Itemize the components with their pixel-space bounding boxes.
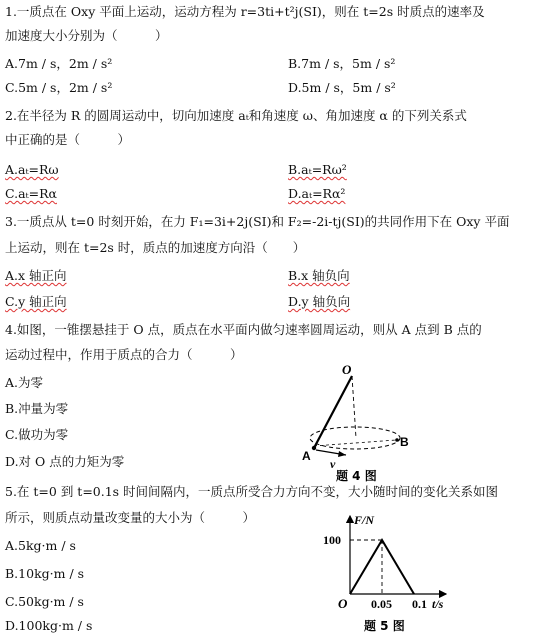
figure-5-force-time-chart — [318, 510, 454, 636]
q4-stem-line1: 4.如图，一锥摆悬挂于 O 点，质点在水平面内做匀速率圆周运动，则从 A 点到 B 点的 — [5, 322, 482, 337]
label-o: O — [342, 362, 352, 377]
q2-stem-line2: 中正确的是（ ） — [5, 132, 131, 147]
q3-option-a[interactable]: A.x 轴正向 — [5, 268, 67, 283]
label-b: B — [400, 435, 409, 449]
y-axis-label: F/N — [354, 513, 375, 527]
figure-4-conical-pendulum — [300, 360, 420, 484]
q3-stem-line2: 上运动，则在 t=2s 时，质点的加速度方向沿（ ） — [5, 240, 306, 255]
q1-stem-line1: 1.一质点在 Oxy 平面上运动，运动方程为 r=3ti+t²j(SI)，则在 t=2s 时质点的速率及 — [5, 4, 485, 19]
y-tick-100: 100 — [323, 533, 341, 547]
q1-option-c[interactable]: C.5m / s，2m / s² — [5, 80, 113, 95]
q2-option-c[interactable]: C.aₜ=Rα — [5, 186, 57, 201]
x-tick-0-1: 0.1 — [412, 597, 427, 611]
q2-option-a[interactable]: A.aₜ=Rω — [5, 162, 59, 177]
q3-option-d[interactable]: D.y 轴负向 — [288, 294, 351, 309]
q4-option-d[interactable]: D.对 O 点的力矩为零 — [5, 454, 125, 469]
orbit-ellipse — [310, 427, 400, 449]
point-b-dot — [395, 438, 399, 442]
q1-option-a[interactable]: A.7m / s，2m / s² — [5, 56, 113, 71]
q4-option-a[interactable]: A.为零 — [5, 375, 44, 390]
velocity-arrowhead — [338, 451, 346, 457]
x-axis-label: t/s — [432, 597, 444, 611]
q3-option-c[interactable]: C.y 轴正向 — [5, 294, 67, 309]
q5-option-d[interactable]: D.100kg·m / s — [5, 618, 93, 633]
vertical-axis — [352, 376, 356, 438]
q1-stem-line2: 加速度大小分别为（ ） — [5, 28, 168, 43]
q5-option-b[interactable]: B.10kg·m / s — [5, 566, 85, 581]
q5-stem-line2: 所示，则质点动量改变量的大小为（ ） — [5, 510, 256, 525]
label-a: A — [302, 449, 311, 463]
pendulum-string — [314, 376, 352, 448]
q2-option-b[interactable]: B.aₜ=Rω² — [288, 162, 347, 177]
q5-stem-line1: 5.在 t=0 到 t=0.1s 时间间隔内，一质点所受合力方向不变，大小随时间的变化关系如图 — [5, 484, 499, 499]
q4-option-c[interactable]: C.做功为零 — [5, 427, 69, 442]
q3-option-b[interactable]: B.x 轴负向 — [288, 268, 350, 283]
q4-option-b[interactable]: B.冲量为零 — [5, 401, 69, 416]
x-tick-0-05: 0.05 — [371, 597, 392, 611]
q4-stem-line2: 运动过程中，作用于质点的合力（ ） — [5, 347, 243, 362]
q2-option-d[interactable]: D.aₜ=Rα² — [288, 186, 346, 201]
q3-stem-line1: 3.一质点从 t=0 时刻开始，在力 F₁=3i+2j(SI)和 F₂=-2i-tj(SI)的共同作用下在 Oxy 平面 — [5, 214, 510, 229]
q2-stem-line1: 2.在半径为 R 的圆周运动中，切向加速度 aₜ和角速度 ω、角加速度 α 的下列关系式 — [5, 108, 467, 123]
origin-label: O — [338, 596, 348, 611]
q5-option-a[interactable]: A.5kg·m / s — [5, 538, 76, 553]
figure-5-caption: 题 5 图 — [364, 619, 405, 633]
figure-4-caption: 题 4 图 — [336, 469, 377, 483]
q5-option-c[interactable]: C.50kg·m / s — [5, 594, 84, 609]
q1-option-d[interactable]: D.5m / s，5m / s² — [288, 80, 396, 95]
orbit-diameter — [314, 440, 396, 446]
point-a-dot — [312, 446, 316, 450]
q1-option-b[interactable]: B.7m / s，5m / s² — [288, 56, 396, 71]
label-v: v — [330, 457, 336, 471]
